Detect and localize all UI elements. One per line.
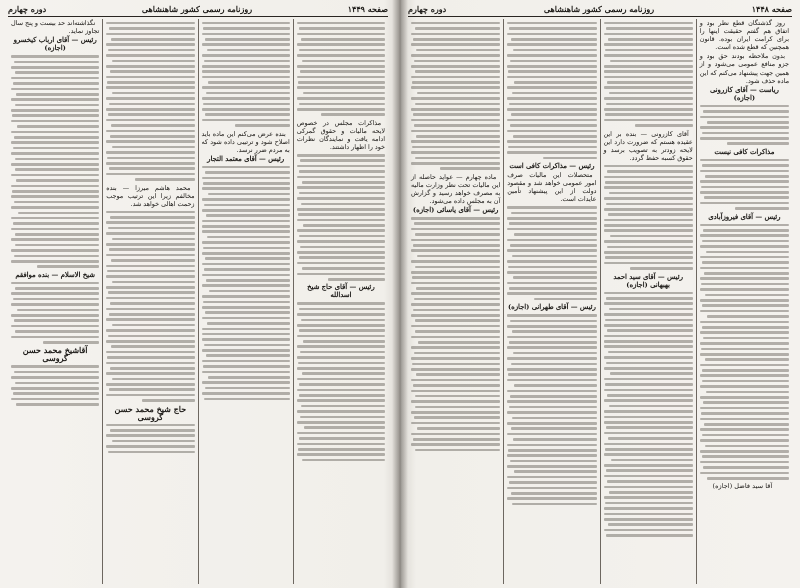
text-block	[106, 22, 194, 181]
right-column-4	[408, 19, 503, 584]
left-page	[4, 0, 392, 588]
left-page-number: صفحه ۱۴۴۹	[347, 4, 388, 14]
right-page-issue: دوره چهارم	[408, 4, 447, 14]
right-page-header	[408, 3, 792, 15]
text-block	[11, 365, 99, 405]
signature: حاج شیخ محمد حسن گروسی	[114, 403, 187, 422]
text-block	[700, 159, 789, 210]
right-page	[404, 0, 796, 588]
text-block	[604, 165, 693, 270]
speaker-line: شیخ الاسلام — بنده موافقم	[15, 270, 95, 279]
text-block	[11, 282, 99, 344]
speaker-line: رئیس — آقای سید احمد بهبهانی (اجازه)	[613, 272, 683, 289]
left-columns	[8, 19, 388, 584]
text-block	[700, 224, 789, 480]
left-page-title: روزنامه رسمی کشور شاهنشاهی	[141, 4, 253, 14]
text-block	[411, 22, 500, 170]
right-columns	[408, 19, 792, 584]
text-block	[507, 314, 596, 505]
paragraph: بدون ملاحظه بودند حق بود و جزو منافع عمومی می‌شود و از همین جهت پیشنهاد می‌کنم که این ماده حذف شود.	[699, 52, 789, 85]
left-header-rule	[8, 16, 388, 17]
motion-line: رئیس — مذاکرات کافی است	[509, 161, 595, 170]
right-column-3	[503, 19, 599, 584]
paragraph: روز گذشتگان قطع نظر بود و اتفاق هم گفتم حقیقت اینها را برای کرامت ایران بوده. قانون همچنین که قطع شده است.	[699, 19, 789, 52]
paragraph: متحصلات این مالیات صرف امور عمومی خواهد شد و مقصود دولت از این پیشنهاد تأمین عایدات است.	[507, 171, 597, 204]
speaker-line: رئیس — آقای حاج شیخ اسدالله	[307, 283, 375, 300]
text-block	[604, 22, 693, 127]
paragraph: مذاکرات مجلس در خصوص لایحه مالیات و حقوق گمرکی ادامه یافت و نمایندگان نظرات خود را اظهار داشتند.	[296, 118, 385, 152]
paragraph: نگذاشته‌اند حد بیست و پنج سال تجاوز نماید.	[11, 19, 100, 36]
text-block	[700, 105, 789, 145]
paragraph: ماده چهارم — عواید حاصله از این مالیات تحت نظر وزارت مالیه به مصرف خواهد رسید و گزارش آن به مجلس داده می‌شود.	[411, 172, 501, 206]
speaker-line: رئیس — آقای معتمد التجار	[207, 154, 285, 163]
text-block	[507, 206, 596, 300]
left-page-header	[8, 3, 388, 15]
speaker-line: رئیس — آقای فیروزآبادی	[708, 212, 781, 221]
text-block	[106, 211, 194, 402]
paragraph: بنده عرض می‌کنم این ماده باید اصلاح شود و ترتیبی داده شود که به مردم ضرر نرسد.	[201, 129, 290, 154]
speaker-line: رئیس — آقای ارباب کیخسرو (اجازه)	[13, 36, 97, 53]
left-page-issue: دوره چهارم	[8, 4, 47, 14]
text-block	[297, 302, 385, 461]
right-header-rule	[408, 16, 792, 17]
right-column-1	[696, 19, 792, 584]
text-block	[297, 22, 385, 116]
closing-line: آقا سید فاضل (اجازه)	[712, 482, 773, 491]
left-column-2	[198, 19, 293, 584]
left-column-1	[293, 19, 388, 584]
signature: آقاشیخ محمد حسن گروسی	[22, 345, 88, 364]
text-block	[106, 424, 194, 454]
text-block	[411, 217, 500, 451]
speaker-line: رئیس — آقای یاسائی (اجازه)	[412, 206, 499, 215]
text-block	[202, 166, 290, 400]
text-block	[604, 292, 693, 537]
speaker-line: رئیس — آقای طهرانی (اجازه)	[507, 303, 596, 312]
paragraph: آقای کازرونی — بنده بر این عقیده هستم که ضرورت دارد این لایحه زودتر به تصویب برسد و حقوق کسبه حفظ گردد.	[603, 129, 693, 162]
text-block	[297, 154, 385, 281]
paragraph: محمد هاشم میرزا — بنده مخالفم زیرا این ترتیب موجب زحمت اهالی خواهد شد.	[106, 183, 195, 208]
left-column-4	[8, 19, 102, 584]
text-block	[202, 22, 290, 127]
right-page-number: صفحه ۱۴۴۸	[751, 4, 792, 14]
right-column-2	[600, 19, 696, 584]
text-block	[507, 22, 596, 159]
speaker-line: ریاست — آقای کازرونی (اجازه)	[710, 85, 779, 102]
motion-line: مذاکرات کافی نیست	[714, 147, 775, 156]
right-page-title: روزنامه رسمی کشور شاهنشاهی	[543, 4, 655, 14]
left-column-3	[102, 19, 197, 584]
text-block	[11, 55, 99, 268]
